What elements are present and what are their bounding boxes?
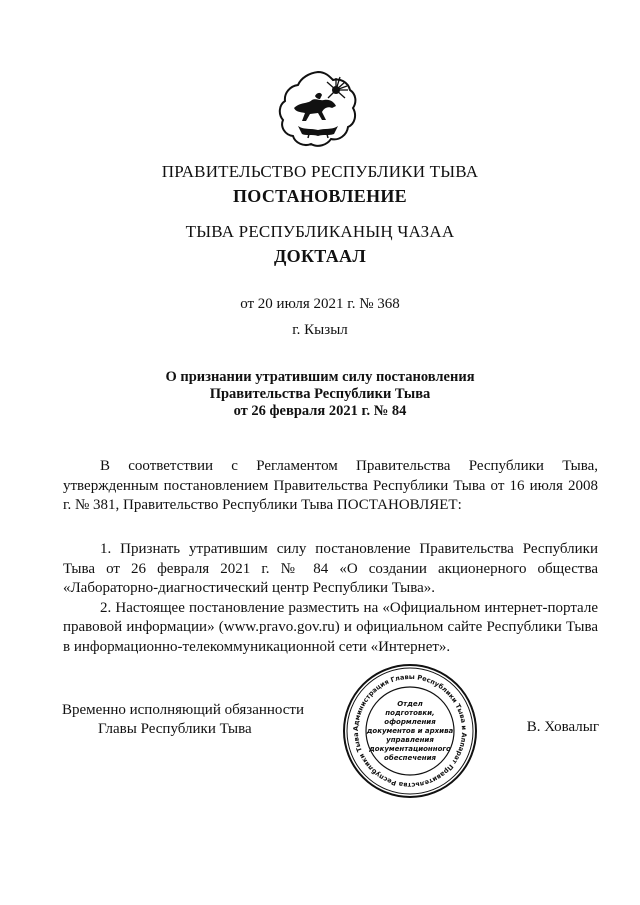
coat-of-arms-emblem xyxy=(276,68,360,152)
signer-position xyxy=(62,701,304,739)
svg-text:Отдел: Отдел xyxy=(397,700,423,708)
document-type-title: ПОСТАНОВЛЕНИЕ xyxy=(233,186,407,206)
stamp-ring-text: Администрация Главы Республики Тыва и Аппарат Правительства Республики Тыва xyxy=(351,672,469,790)
document-subject xyxy=(0,369,640,420)
date-and-number: от 20 июля 2021 г. № 368 xyxy=(240,296,400,312)
signer-name: В. Ховалыг xyxy=(526,719,599,735)
resolution-items xyxy=(63,540,598,657)
city: г. Кызыл xyxy=(292,322,348,338)
government-title-tuvan: ТЫВА РЕСПУБЛИКАНЫҢ ЧАЗАА xyxy=(185,222,455,241)
svg-text:документационного: документационного xyxy=(369,745,451,753)
government-title: ПРАВИТЕЛЬСТВО РЕСПУБЛИКИ ТЫВА xyxy=(161,162,479,181)
subject-line: О признании утратившим силу постановления xyxy=(165,369,475,385)
signer-position-line: Главы Республики Тыва xyxy=(98,721,252,737)
svg-text:подготовки,: подготовки, xyxy=(385,709,435,717)
resolution-item-2: 2. Настоящее постановление разместить на «Официальном интернет-портале правовой информации» (www.pravo.gov.ru) и официальном сайте Республики Тыва в информационно-телекоммуникационной сети «Интернет». xyxy=(63,599,598,655)
svg-text:обеспечения: обеспечения xyxy=(384,754,436,762)
preamble-section xyxy=(63,457,598,516)
subject-line: от 26 февраля 2021 г. № 84 xyxy=(233,403,407,419)
document-type-title-tuvan: ДОКТААЛ xyxy=(273,246,367,266)
svg-text:оформления: оформления xyxy=(384,718,436,726)
preamble-paragraph: В соответствии с Регламентом Правительства Республики Тыва, утвержденным постановлением Правительства Республики Тыва от 16 июля 2008 г. № 381, Правительство Республики Тыва ПОСТАНОВЛЯЕТ: xyxy=(63,458,598,513)
svg-text:управления: управления xyxy=(386,736,434,744)
svg-text:документов и архива: документов и архива xyxy=(366,727,454,735)
resolution-item-1: 1. Признать утратившим силу постановление Правительства Республики Тыва от 26 февраля 2021 г. № 84 «О создании акционерного общества «Лабораторно-диагностический центр Республики Тыва». xyxy=(63,541,598,596)
signer-position-line: Временно исполняющий обязанности xyxy=(62,702,305,718)
subject-line: Правительства Республики Тыва xyxy=(209,386,431,402)
official-stamp xyxy=(341,662,479,800)
